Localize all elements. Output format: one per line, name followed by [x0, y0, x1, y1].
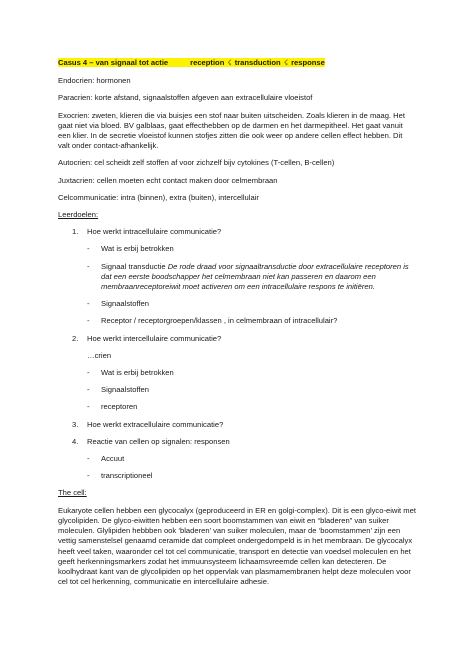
sub-item — [58, 262, 416, 293]
sub-item-text: Wat is erbij betrokken — [101, 244, 174, 254]
question-text: Hoe werkt extracellulaire communicatie? — [87, 419, 224, 429]
dash-bullet: - — [87, 261, 90, 271]
sub-item-text: transcriptioneel — [101, 471, 153, 481]
the-cell-heading: The cell: — [58, 488, 87, 498]
leerdoelen-heading: Leerdoelen: — [58, 210, 99, 220]
sub-item-text: receptoren — [101, 402, 138, 412]
sub-item — [58, 471, 416, 481]
dash-bullet: - — [87, 244, 90, 254]
list-number: 2. — [72, 333, 79, 343]
dash-bullet: - — [87, 368, 90, 378]
paragraph-autocrien: Autocrien: cel scheidt zelf stoffen af voor zichzelf bijv cytokines (T-cellen, B-cellen) — [58, 158, 335, 168]
list-number: 3. — [72, 419, 79, 429]
arrow-icon: ☇ — [283, 58, 289, 67]
sub-item-italic-text: De rode draad voor signaaltransductie door extracellulaire receptoren is dat een eerste boodschapper het celmembraan niet kan passeren en daarom een membraanreceptoreiwit moet activeren om een intracellulaire respons te initiëren. — [101, 261, 409, 292]
dash-bullet: - — [87, 385, 90, 395]
question-text: Reactie van cellen op signalen: responsen — [87, 436, 230, 446]
title-response: response — [291, 58, 325, 67]
question-2-note: …crien — [87, 350, 112, 360]
list-item-question-1 — [58, 227, 416, 237]
dash-bullet: - — [87, 454, 90, 464]
sub-item-text: Wat is erbij betrokken — [101, 368, 174, 378]
dash-bullet: - — [87, 299, 90, 309]
dash-bullet: - — [87, 402, 90, 412]
sub-item-text: Signaal transductie — [101, 261, 168, 271]
paragraph-juxtacrien: Juxtacrien: cellen moeten echt contact maken door celmembraan — [58, 175, 278, 185]
dash-bullet: - — [87, 316, 90, 326]
title-prefix: Casus 4 – van signaal tot actie — [58, 58, 169, 67]
the-cell-paragraph: Eukaryote cellen hebben een glycocalyx (geproduceerd in ER en golgi-complex). Dit is een glyco-eiwit met glycolipiden. De glyco-eiwitten hebben een soort boomstammen van eiwit en “bladeren” van suiker moleculen. Glylipiden hebbben ook ‘bladeren’ van suiker moleculen, maar de ‘boomstammen’ zijn een vettig samenstelsel genaamd ceramide dat compleet ondergedompeld is in het membraan. De glycocalyx heeft veel taken, waaronder cel tot cel communicatie, transport en detectie van voedsel moleculen en het geeft herkenningsmarkers zodat het immuunsysteem lichaamsvreemde cellen kan detecteren. De koolhydraat kant van de glycolipiden op het oppervlak van plasmamembranen helpt deze moleculen voor cel tot cel herkenning, communicatie en intercellulaire adhesie. — [58, 505, 416, 587]
paragraph-endocrien: Endocrien: hormonen — [58, 76, 131, 86]
paragraph-celcommunicatie: Celcommunicatie: intra (binnen), extra (buiten), intercellulair — [58, 192, 259, 202]
question-text: Hoe werkt intercellulaire communicatie? — [87, 333, 222, 343]
title-highlight — [58, 58, 325, 67]
list-item-question-4 — [58, 437, 416, 447]
sub-item — [58, 454, 416, 464]
arrow-icon: ☇ — [227, 58, 232, 67]
question-text: Hoe werkt intracellulaire communicatie? — [87, 227, 222, 237]
sub-item-text: Receptor / receptorgroepen/klassen , in celmembraan of intracellulair? — [101, 316, 338, 326]
sub-item — [58, 316, 416, 326]
sub-item — [58, 244, 416, 254]
sub-item-text: Signaalstoffen — [101, 385, 149, 395]
page-title — [58, 58, 416, 68]
sub-item — [58, 385, 416, 395]
sub-item — [58, 299, 416, 309]
list-item-question-2 — [58, 334, 416, 344]
sub-item-text: Signaalstoffen — [101, 299, 149, 309]
title-reception: reception — [190, 58, 225, 67]
paragraph-paracrien: Paracrien: korte afstand, signaalstoffen afgeven aan extracellulaire vloeistof — [58, 93, 313, 103]
list-number: 4. — [72, 436, 79, 446]
list-item-question-3 — [58, 420, 416, 430]
paragraph-exocrien: Exocrien: zweten, klieren die via buisjes een stof naar buiten uitscheiden. Zoals klieren in de maag. Het gaat niet via bloed. BV galblaas, gaat effecthebben op de darmen en het darmepitheel. Het gaat vanuit een klier. In de secretie vloeistof kunnen stofjes zitten die ook weer op andere cellen effect hebben. Dit valt onder contact-afhankelijk. — [58, 110, 405, 151]
sub-item — [58, 368, 416, 378]
sub-item — [58, 402, 416, 412]
dash-bullet: - — [87, 471, 90, 481]
sub-item-text: Accuut — [101, 454, 125, 464]
title-transduction: transduction — [234, 58, 281, 67]
list-number: 1. — [72, 227, 79, 237]
